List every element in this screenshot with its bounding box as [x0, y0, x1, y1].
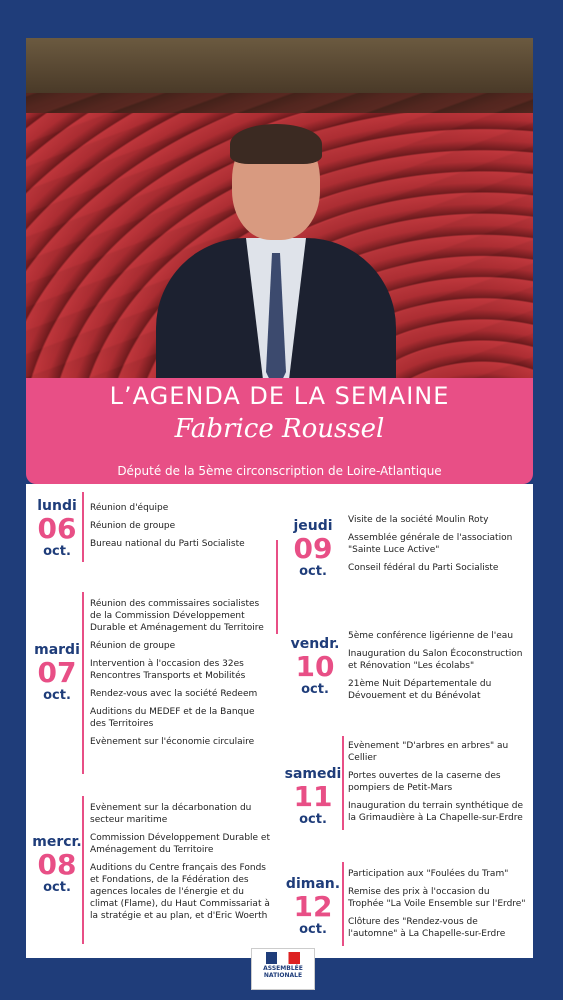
- day-month: oct.: [43, 688, 71, 703]
- events-dimanche: [348, 868, 528, 946]
- event-item: Participation aux "Foulées du Tram": [348, 869, 509, 879]
- events-vendredi: [348, 630, 528, 708]
- event-item: Conseil fédéral du Parti Socialiste: [348, 563, 499, 573]
- events-samedi: [348, 740, 528, 830]
- day-divider: [82, 796, 84, 944]
- agenda-card: [26, 484, 533, 958]
- day-number: 08: [37, 848, 77, 881]
- day-samedi: [282, 766, 344, 828]
- event-item: Inauguration du Salon Écoconstruction et Rénovation "Les écolabs": [348, 649, 523, 671]
- day-month: oct.: [299, 812, 327, 827]
- day-number: 11: [293, 780, 333, 813]
- event-item: Intervention à l'occasion des 32es Rencontres Transports et Mobilités: [90, 659, 246, 681]
- event-item: Visite de la société Moulin Roty: [348, 515, 489, 525]
- day-month: oct.: [43, 880, 71, 895]
- day-month: oct.: [301, 682, 329, 697]
- day-jeudi: [282, 518, 344, 580]
- day-number: 12: [293, 890, 333, 923]
- event-item: Auditions du MEDEF et de la Banque des Territoires: [90, 707, 255, 729]
- day-divider: [276, 540, 278, 634]
- day-number: 07: [37, 656, 77, 689]
- assemblee-nationale-logo: ASSEMBLÉE NATIONALE: [251, 948, 315, 990]
- day-vendredi: [284, 636, 346, 698]
- deputy-name: Fabrice Roussel: [174, 414, 385, 444]
- event-item: Portes ouvertes de la caserne des pompiers de Petit-Mars: [348, 771, 501, 793]
- day-name: samedi: [284, 766, 342, 782]
- day-name: mercr.: [32, 834, 82, 850]
- day-month: oct.: [299, 922, 327, 937]
- event-item: Auditions du Centre français des Fonds et Fondations, de la Fédération des agences locales de l'énergie et du climat (Flame), du Haut Commissariat à la stratégie et au plan, et d'Eric Woerth: [90, 863, 270, 921]
- day-number: 09: [293, 532, 333, 565]
- event-item: Bureau national du Parti Socialiste: [90, 539, 245, 549]
- day-divider: [82, 492, 84, 562]
- event-item: 5ème conférence ligérienne de l'eau: [348, 631, 514, 641]
- events-lundi: [90, 502, 270, 556]
- day-month: oct.: [299, 564, 327, 579]
- day-number: 10: [295, 650, 335, 683]
- event-item: Commission Développement Durable et Aménagement du Territoire: [90, 833, 270, 855]
- day-mardi: [26, 642, 88, 704]
- event-item: Réunion de groupe: [90, 641, 176, 651]
- deputy-portrait: [156, 128, 396, 378]
- deputy-subtitle: Député de la 5ème circonscription de Loire-Atlantique: [117, 464, 442, 478]
- day-name: jeudi: [293, 518, 333, 534]
- event-item: Clôture des "Rendez-vous de l'automne" à La Chapelle-sur-Erdre: [348, 917, 506, 939]
- day-dimanche: [282, 876, 344, 938]
- event-item: Réunion des commissaires socialistes de la Commission Développement Durable et Aménagement du Territoire: [90, 599, 264, 633]
- event-item: Réunion d'équipe: [90, 503, 169, 513]
- day-lundi: [26, 498, 88, 560]
- day-divider: [82, 592, 84, 774]
- day-name: mardi: [34, 642, 80, 658]
- day-name: lundi: [37, 498, 77, 514]
- event-item: Réunion de groupe: [90, 521, 176, 531]
- day-name: diman.: [285, 876, 341, 892]
- events-jeudi: [348, 514, 528, 580]
- day-month: oct.: [43, 544, 71, 559]
- day-divider: [342, 736, 344, 830]
- event-item: 21ème Nuit Départementale du Dévouement et du Bénévolat: [348, 679, 492, 701]
- title-banner: [26, 378, 533, 484]
- flag-icon: [266, 952, 300, 964]
- day-mercredi: [26, 834, 88, 896]
- event-item: Evènement "D'arbres en arbres" au Cellier: [348, 741, 509, 763]
- day-divider: [342, 862, 344, 946]
- agenda-title: L’AGENDA DE LA SEMAINE: [109, 382, 450, 410]
- events-mercredi: [90, 802, 270, 928]
- day-number: 06: [37, 512, 77, 545]
- hemicycle-photo: [26, 38, 533, 378]
- event-item: Evènement sur l'économie circulaire: [90, 737, 255, 747]
- day-name: vendr.: [290, 636, 340, 652]
- event-item: Evènement sur la décarbonation du secteur maritime: [90, 803, 252, 825]
- events-mardi: [90, 598, 270, 754]
- event-item: Rendez-vous avec la société Redeem: [90, 689, 258, 699]
- event-item: Remise des prix à l'occasion du Trophée "La Voile Ensemble sur l'Erdre": [348, 887, 526, 909]
- event-item: Assemblée générale de l'association "Sainte Luce Active": [348, 533, 513, 555]
- event-item: Inauguration du terrain synthétique de la Grimaudière à La Chapelle-sur-Erdre: [348, 801, 524, 823]
